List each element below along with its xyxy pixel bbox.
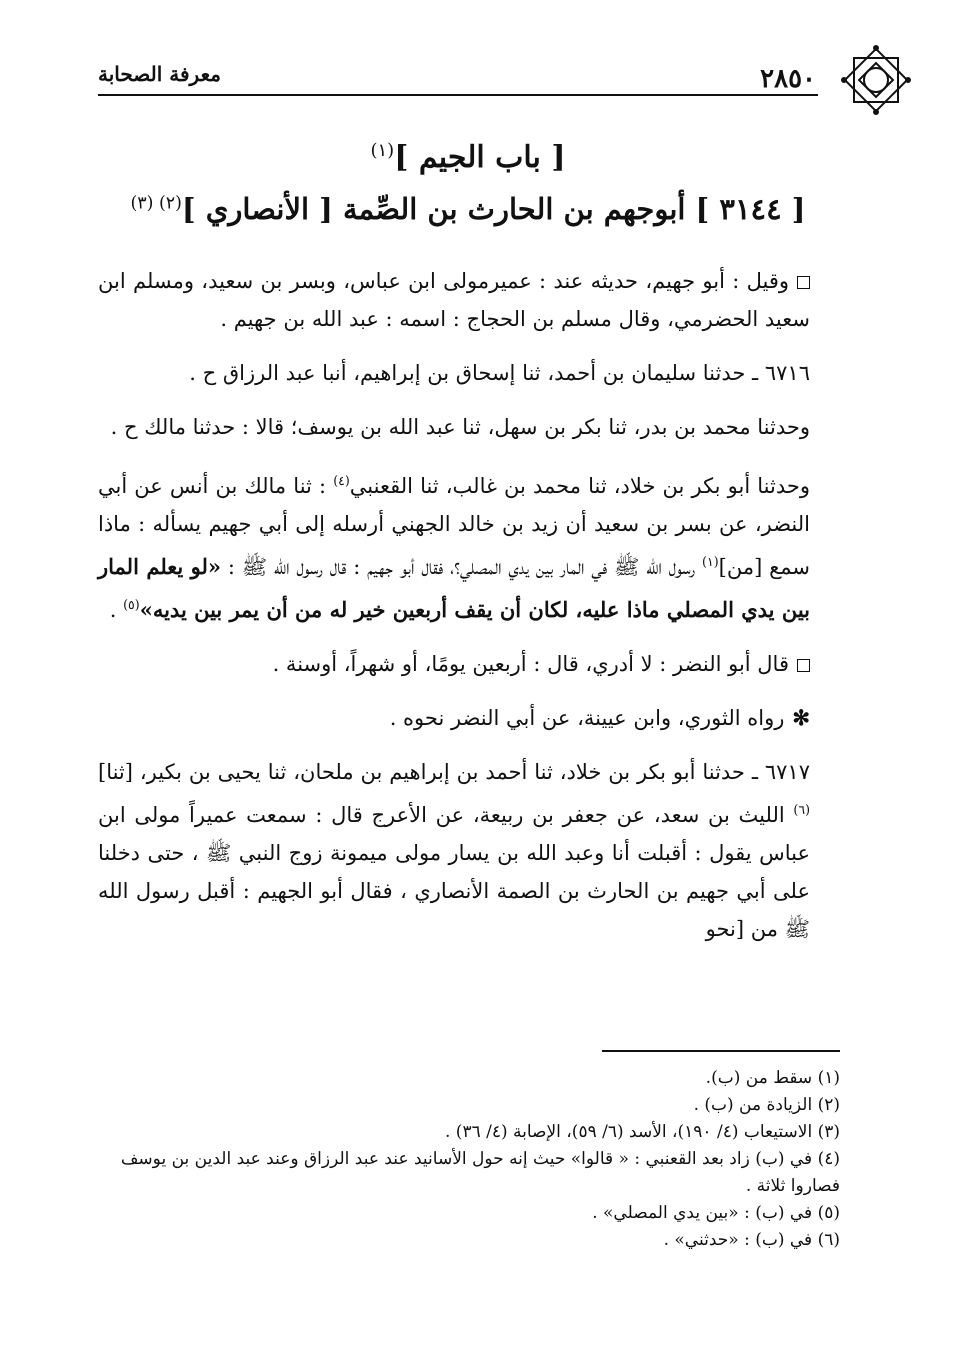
- entry-title: [ ٣١٤٤ ] أبوجهم بن الحارث بن الصِّمة [ الأنصاري ]: [181, 192, 806, 226]
- paragraph: ✻رواه الثوري، وابن عيينة، عن أبي النضر نحوه .: [389, 705, 810, 730]
- paragraph: وحدثنا أبو بكر بن خلاد، ثنا محمد بن غالب، ثنا القعنبي$^{(٤)}$ : ثنا مالك بن أنس عن أبي النضر، عن بسر بن سعيد أن زيد بن خالد الجهني أرسله إلى أبي جهيم يسأله : ماذا سمع [من]$^{(١)}$ رسول الله ﷺ في المار بين يدي المصلي؟، فقال أبو جهيم : قال رسول الله ﷺ : «لو يعلم المار بين يدي المصلي ماذا عليه، لكان أن يقف أربعين خير له من أن يمر بين يديه»$^{(٥)}$ .: [98, 473, 810, 622]
- header-rule: [98, 94, 818, 96]
- hadith-text: «لو يعلم المار بين يدي المصلي ماذا عليه، لكان أن يقف أربعين خير له من أن يمر بين يديه»: [98, 554, 810, 622]
- asterisk-icon: ✻: [792, 705, 810, 730]
- ornament-icon: [838, 42, 914, 118]
- footnote: (١) سقط من (ب).: [705, 1068, 840, 1088]
- paragraph: وقيل : أبو جهيم، حديثه عند : عميرمولى ابن عباس، وبسر بن سعيد، ومسلم ابن سعيد الحضرمي، وقال مسلم بن الحجاج : اسمه : عبد الله بن جهيم .: [98, 269, 810, 331]
- footnote: (٢) الزيادة من (ب) .: [693, 1095, 840, 1115]
- paragraph: ٦٧١٧ ـ حدثنا أبو بكر بن خلاد، ثنا أحمد بن إبراهيم بن ملحان، ثنا يحيى بن بكير، [ثنا]$^{(٦)}$ الليث بن سعد، عن جعفر بن ربيعة، عن الأعرج قال : سمعت عميراً مولى ابن عباس يقول : أقبلت أنا وعبد الله بن يسار مولى ميمونة زوج النبي ﷺ ، حتى دخلنا على أبي جهيم بن الحارث بن الصمة الأنصاري ، فقال أبو الجهيم : أقبل رسول الله ﷺ من [نحو: [98, 760, 810, 941]
- paragraph: ٦٧١٦ ـ حدثنا سليمان بن أحمد، ثنا إسحاق بن إبراهيم، أنبا عبد الرزاق ح .: [189, 361, 810, 385]
- chapter-heading: [98, 140, 838, 175]
- footnotes: [80, 1065, 840, 1254]
- footnote-ref: (٤): [333, 473, 350, 488]
- footnote: (٥) في (ب) : «بين يدي المصلي» .: [592, 1203, 840, 1223]
- paragraph: وحدثنا محمد بن بدر، ثنا بكر بن سهل، ثنا عبد الله بن يوسف؛ قالا : حدثنا مالك ح .: [110, 415, 810, 439]
- entry-heading: [98, 192, 838, 226]
- footnote-divider: [602, 1050, 840, 1052]
- paragraph: قال أبو النضر : لا أدري، قال : أربعين يومًا، أو شهراً، أوسنة .: [98, 645, 810, 683]
- footnote: (٦) في (ب) : «حدثني» .: [663, 1230, 840, 1250]
- page-header: [98, 52, 858, 100]
- entry-footnote-refs: (٢) (٣): [130, 193, 182, 214]
- main-text: [98, 262, 810, 964]
- footnote-ref: (٥): [123, 597, 140, 612]
- page-number: ٢٨٥٠: [760, 64, 816, 94]
- chapter-title: [ باب الجيم ]: [394, 140, 566, 175]
- running-title: معرفة الصحابة: [98, 62, 221, 86]
- footnote-ref: (٦): [793, 802, 810, 817]
- square-bullet-icon: [797, 659, 810, 672]
- footnote: (٣) الاستيعاب (٤/ ١٩٠)، الأسد (٦/ ٥٩)، الإصابة (٤/ ٣٦) .: [444, 1122, 840, 1142]
- square-bullet-icon: [797, 276, 810, 289]
- chapter-footnote-ref: (١): [370, 140, 395, 161]
- footnote: (٤) في (ب) زاد بعد القعنبي : « قالوا» حيث إنه حول الأسانيد عند عبد الرزاق وعند عبد الدين بن يوسف فصاروا ثلاثة .: [120, 1149, 840, 1196]
- footnote-ref: (١): [702, 554, 719, 569]
